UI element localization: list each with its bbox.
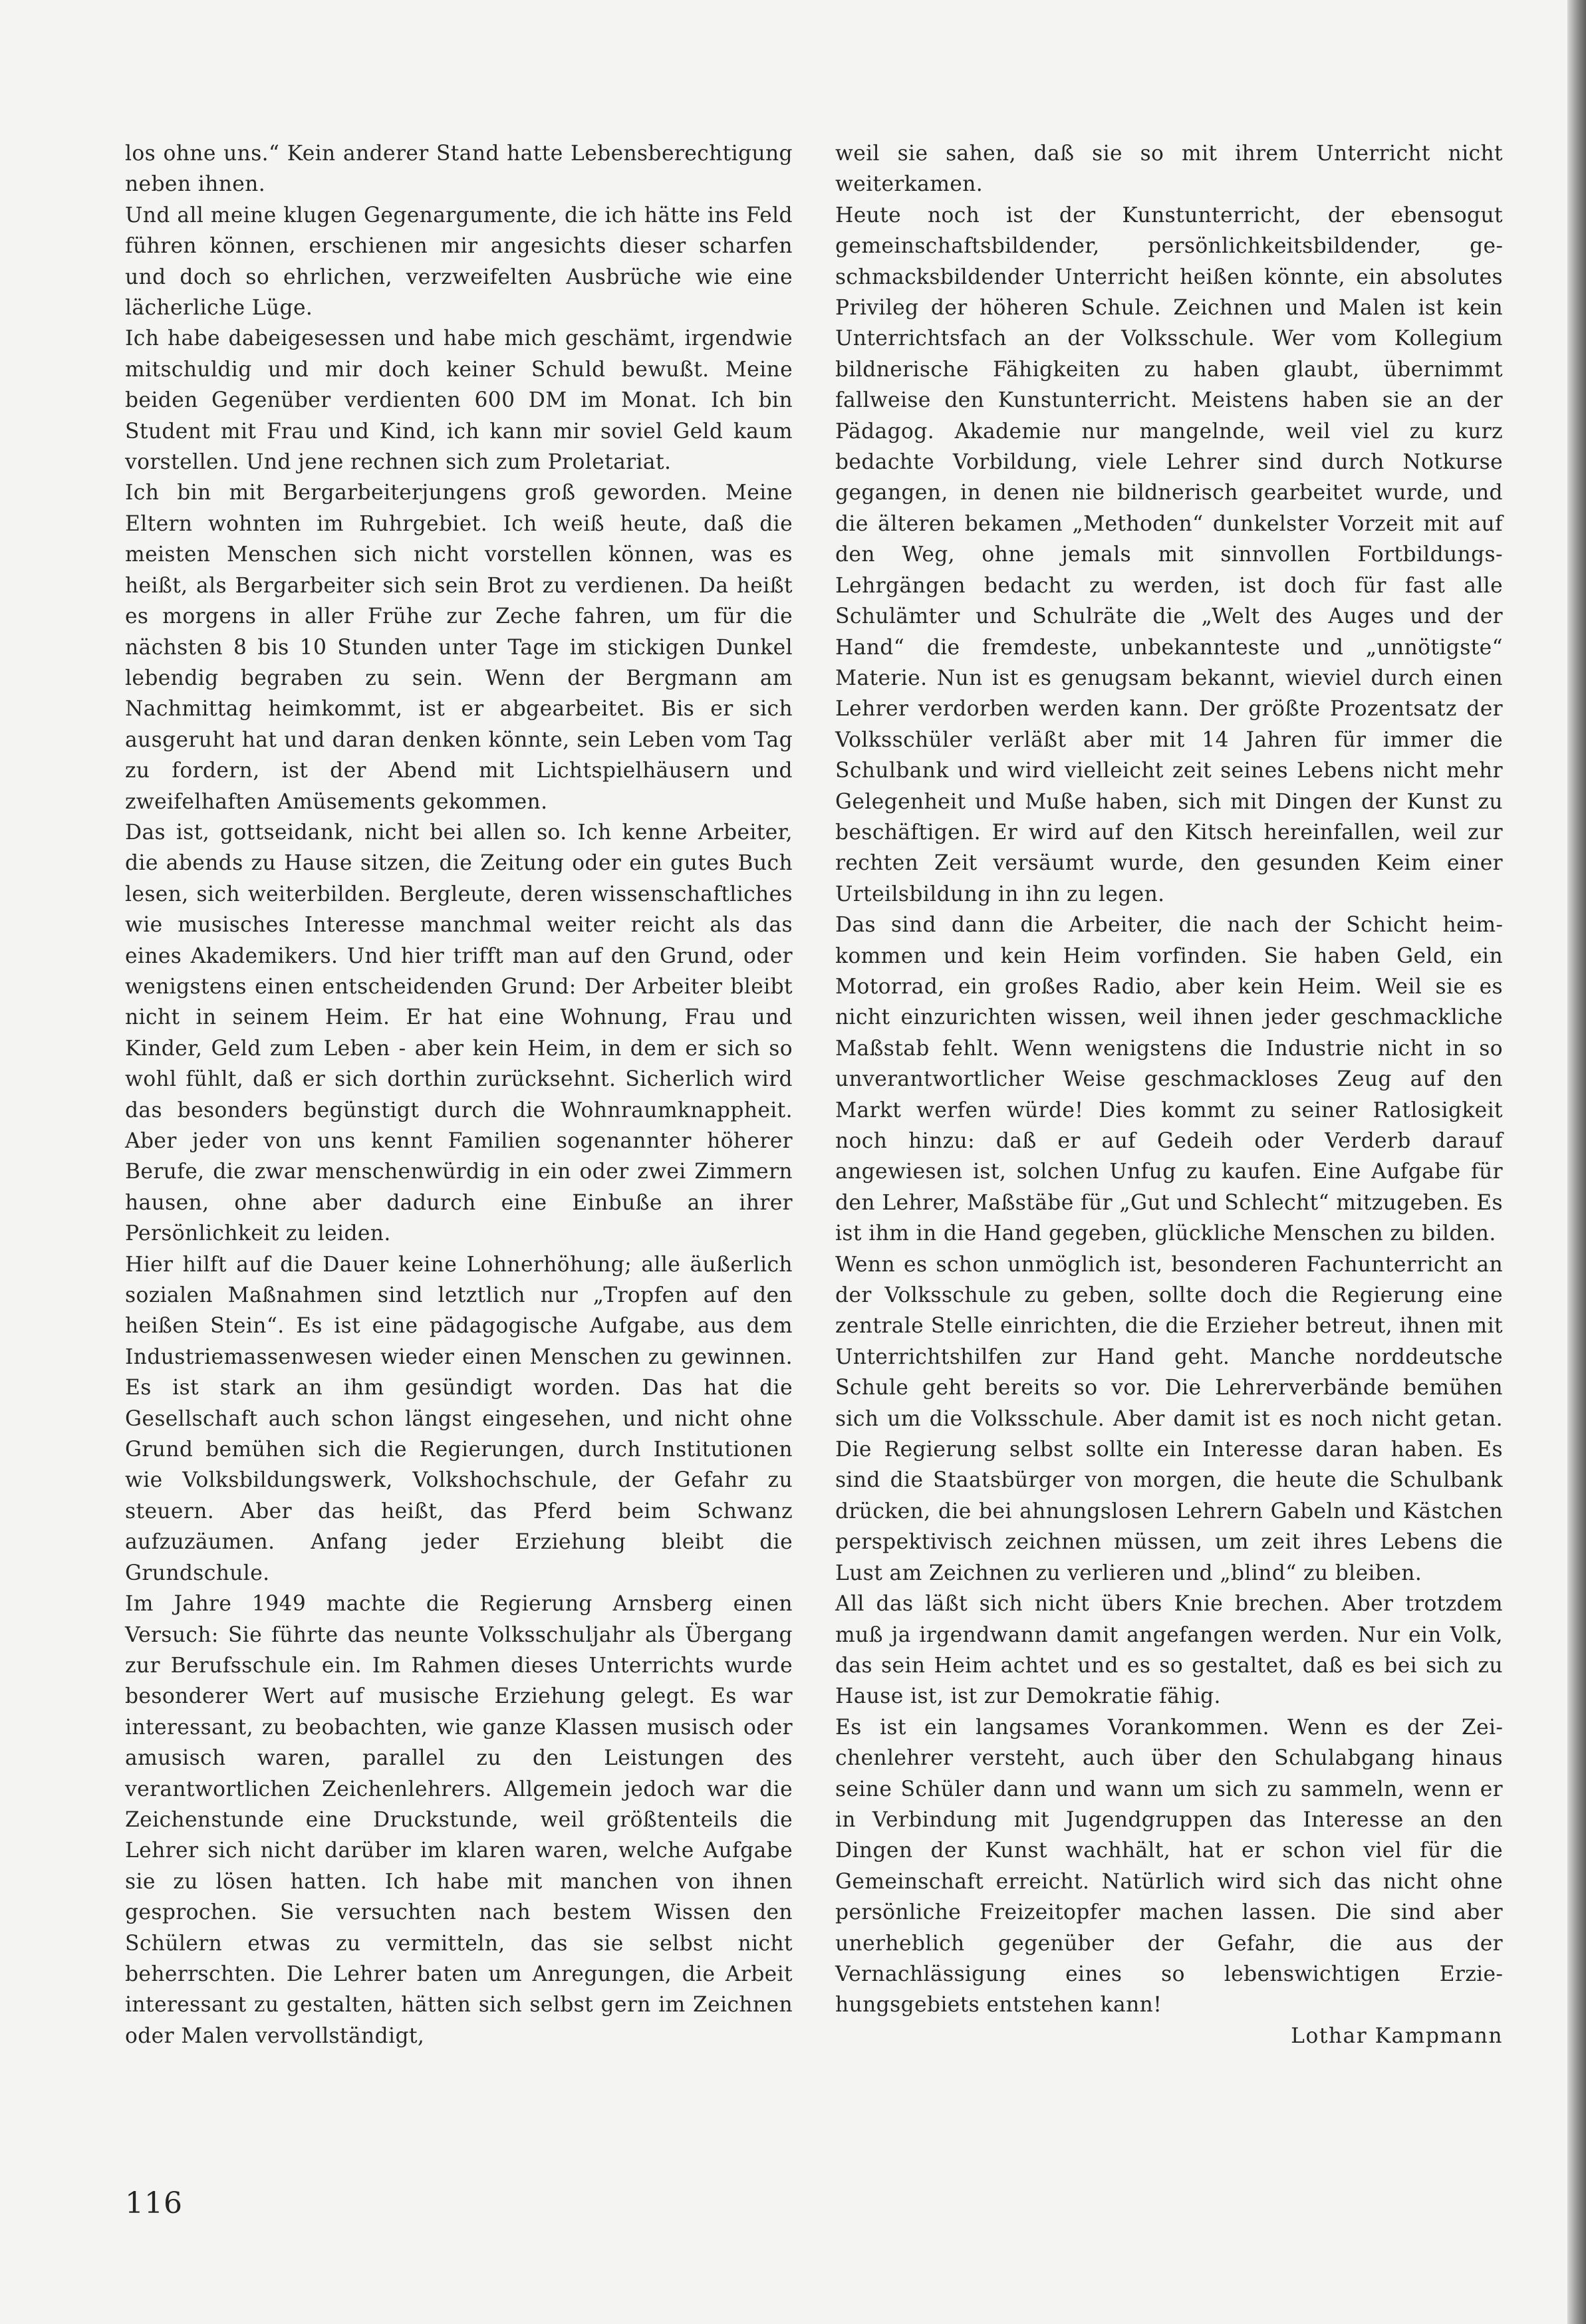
author-signature: Lothar Kampmann [1291,2023,1503,2048]
paragraph: Wenn es schon unmöglich ist, besonderen Fachunterricht an der Volksschule zu geben, sollte doch die Regierung eine zentrale Stelle einrichten, die die Erzieher betreut, ihnen mit Unterrichtshilfen zur Hand geht. Manche norddeutsche Schule geht bereits so vor. Die Lehrerverbände bemühen sich um die Volksschule. Aber damit ist es noch nicht getan. Die Regierung selbst sollte ein Interesse daran haben. Es sind die Staatsbürger von morgen, die heute die Schulbank drücken, die bei ahnungslosen Lehrern Gabeln und Kästchen perspektivisch zeichnen müssen, um zeit ihres Lebens die Lust am Zeichnen zu verlieren und „blind“ zu bleiben. [835,1252,1503,1585]
paragraph: All das läßt sich nicht übers Knie brechen. Aber trotzdem muß ja irgendwann damit angefangen werden. Nur ein Volk, das sein Heim achtet und es so gestaltet, daß es bei sich zu Hause ist, ist zur Demokratie fähig. [835,1592,1503,1709]
paragraph: Das ist, gottseidank, nicht bei allen so. Ich kenne Arbeiter, die abends zu Hause sitzen, die Zeitung oder ein gutes Buch lesen, sich weiterbilden. Bergleute, deren wissenschaftliches wie musisches Interesse manchmal weiter reicht als das eines Akademikers. Und hier trifft man auf den Grund, oder wenigstens einen entscheidenden Grund: Der Arbeiter bleibt nicht in seinem Heim. Er hat eine Wohnung, Frau und Kinder, Geld zum Leben - aber kein Heim, in dem er sich so wohl fühlt, daß er sich dorthin zurücksehnt. Sicherlich wird das besonders begünstigt durch die Wohnraumknappheit. Aber jeder von uns kennt Familien sogenannter höherer Berufe, die zwar menschenwürdig in ein oder zwei Zimmern hausen, ohne aber dadurch eine Einbuße an ihrer Persönlichkeit zu leiden. [125,820,793,1246]
left-column [125,138,793,2051]
paragraph: Im Jahre 1949 machte die Regierung Arnsberg einen Versuch: Sie führte das neunte Volksschuljahr als Übergang zur Berufsschule ein. Im Rahmen dieses Unterrichts wurde besonderer Wert auf musische Erziehung gelegt. Es war interessant, zu beobachten, wie ganze Klassen musisch oder amusisch waren, parallel zu den Leistungen des verantwortlichen Zeichenlehrers. Allgemein jedoch war die Zeichenstunde eine Druckstunde, weil größtenteils die Lehrer sich nicht darüber im klaren waren, welche Aufgabe sie zu lösen hatten. Ich habe mit manchen von ihnen gesprochen. Sie versuchten nach bestem Wissen den Schülern etwas zu vermitteln, das sie selbst nicht beherrschten. Die Lehrer baten um Anregungen, die Arbeit interessant zu gestalten, hätten sich selbst gern im Zeichnen oder Malen vervollständigt, [125,1592,793,2048]
right-column [835,138,1503,2051]
paragraph: Heute noch ist der Kunstunterricht, der ebensogut gemeinschaftsbildender, persönlichkeitsbildender, geschmacksbildender Unterricht heißen könnte, ein absolutes Privileg der höheren Schule. Zeichnen und Malen ist kein Unterrichtsfach an der Volksschule. Wer vom Kollegium bildnerische Fähigkeiten zu haben glaubt, übernimmt fallweise den Kunstunterricht. Meistens haben sie an der Pädagog. Akademie nur mangelnde, weil viel zu kurz bedachte Vorbildung, viele Lehrer sind durch Notkurse gegangen, in denen nie bildnerisch gearbeitet wurde, und die älteren bekamen „Methoden“ dunkelster Vorzeit mit auf den Weg, ohne jemals mit sinnvollen Fortbildungs-Lehrgängen bedacht zu werden, ist doch für fast alle Schulämter und Schulräte die „Welt des Auges und der Hand“ die fremdeste, unbekannteste und „unnötigste“ Materie. Nun ist es genugsam bekannt, wieviel durch einen Lehrer verdorben werden kann. Der größte Prozentsatz der Volksschüler verläßt aber mit 14 Jahren für immer die Schulbank und wird vielleicht zeit seines Lebens nicht mehr Gelegenheit und Muße haben, sich mit Dingen der Kunst zu beschäftigen. Er wird auf den Kitsch hereinfallen, weil zur rechten Zeit versäumt wurde, den gesunden Keim einer Urteilsbildung in ihn zu legen. [835,203,1503,906]
page-number: 116 [125,2186,183,2220]
paragraph: Es ist ein langsames Vorankommen. Wenn es der Zeichenlehrer versteht, auch über den Schulabgang hinaus seine Schüler dann und wann um sich zu sammeln, wenn er in Verbindung mit Jugendgruppen das Interesse an den Dingen der Kunst wachhält, hat er schon viel für die Gemeinschaft erreicht. Natürlich wird sich das nicht ohne persönliche Freizeitopfer machen lassen. Die sind aber unerheblich gegenüber der Gefahr, die aus der Vernachlässigung eines so lebenswichtigen Erziehungsgebiets entstehen kann! [835,1715,1503,2017]
paragraph: los ohne uns.“ Kein anderer Stand hatte Lebensberechtigung neben ihnen. [125,142,793,197]
paragraph: Und all meine klugen Gegenargumente, die ich hätte ins Feld führen können, erschienen mir angesichts dieser scharfen und doch so ehrlichen, verzweifelten Ausbrüche wie eine lächerliche Lüge. [125,203,793,321]
paragraph: Das sind dann die Arbeiter, die nach der Schicht heimkommen und kein Heim vorfinden. Sie haben Geld, ein Motorrad, ein großes Radio, aber kein Heim. Weil sie es nicht einzurichten wissen, weil ihnen jeder geschmackliche Maßstab fehlt. Wenn wenigstens die Industrie nicht in so unverantwortlicher Weise geschmackloses Zeug auf den Markt werfen würde! Dies kommt zu seiner Ratlosigkeit noch hinzu: daß er auf Gedeih oder Verderb darauf angewiesen ist, solchen Unfug zu kaufen. Eine Aufgabe für den Lehrer, Maßstäbe für „Gut und Schlecht“ mitzugeben. Es ist ihm in die Hand gegeben, glückliche Menschen zu bilden. [835,913,1503,1246]
paragraph: weil sie sahen, daß sie so mit ihrem Unterricht nicht weiterkamen. [835,142,1503,197]
paragraph: Ich habe dabeigesessen und habe mich geschämt, irgendwie mitschuldig und mir doch keiner Schuld bewußt. Meine beiden Gegenüber verdienten 600 DM im Monat. Ich bin Student mit Frau und Kind, ich kann mir soviel Geld kaum vorstellen. Und jene rechnen sich zum Proletariat. [125,326,793,475]
book-spine-shadow [1567,0,1586,2324]
paragraph: Ich bin mit Bergarbeiterjungens groß geworden. Meine Eltern wohnten im Ruhrgebiet. Ich weiß heute, daß die meisten Menschen sich nicht vorstellen können, was es heißt, als Bergarbeiter sich sein Brot zu verdienen. Da heißt es morgens in aller Frühe zur Zeche fahren, um für die nächsten 8 bis 10 Stunden unter Tage im stickigen Dunkel lebendig begraben zu sein. Wenn der Bergmann am Nachmittag heimkommt, ist er abgearbeitet. Bis er sich ausgeruht hat und daran denken könnte, sein Leben vom Tag zu fordern, ist der Abend mit Lichtspielhäusern und zweifelhaften Amüsements gekommen. [125,481,793,814]
paragraph: Hier hilft auf die Dauer keine Lohnerhöhung; alle äußerlich sozialen Maßnahmen sind letztlich nur „Tropfen auf den heißen Stein“. Es ist eine pädagogische Aufgabe, aus dem Industriemassenwesen wieder einen Menschen zu gewinnen. Es ist stark an ihm gesündigt worden. Das hat die Gesellschaft auch schon längst eingesehen, und nicht ohne Grund bemühen sich die Regierungen, durch Institutionen wie Volksbildungswerk, Volkshochschule, der Gefahr zu steuern. Aber das heißt, das Pferd beim Schwanz aufzuzäumen. Anfang jeder Erziehung bleibt die Grundschule. [125,1252,793,1585]
